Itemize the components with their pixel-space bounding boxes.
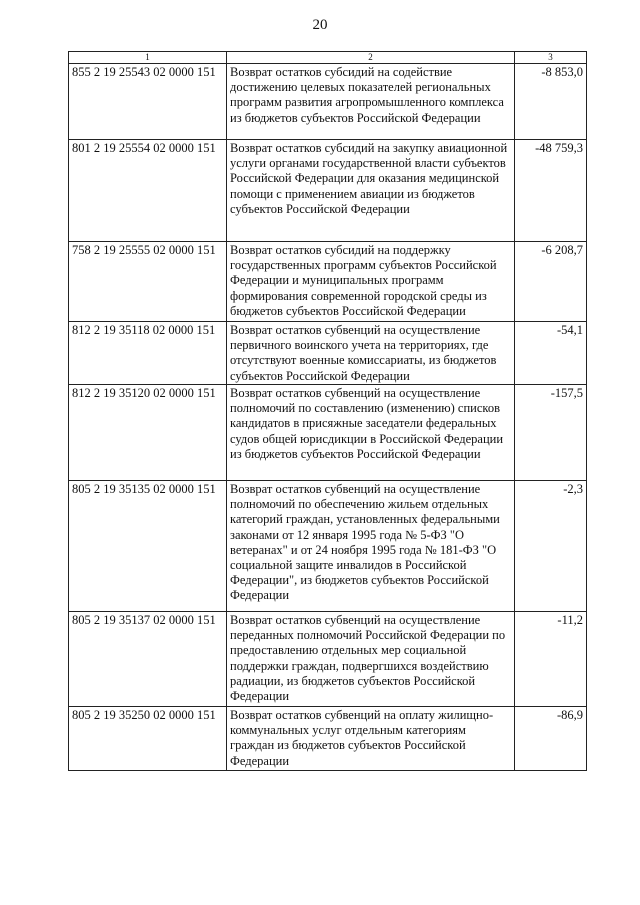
- table-row: [69, 140, 587, 242]
- amount-cell: -6 208,7: [515, 242, 587, 322]
- budget-code-cell: 805 2 19 35250 02 0000 151: [69, 707, 227, 771]
- amount-cell: -48 759,3: [515, 140, 587, 242]
- description-cell: Возврат остатков субсидий на поддержку государственных программ субъектов Российской Федерации и муниципальных программ формирования современной городской среды из бюджетов субъектов Российской Федерации: [227, 242, 515, 322]
- table-row: [69, 385, 587, 481]
- description-cell: Возврат остатков субвенций на осуществление полномочий по составлению (изменению) списков кандидатов в присяжные заседатели федеральных судов общей юрисдикции в Российской Федерации из бюджетов субъектов Российской Федерации: [227, 385, 515, 481]
- page-number: 20: [312, 17, 328, 33]
- table-row: [69, 707, 587, 771]
- table-header-row: [69, 52, 587, 64]
- amount-cell: -54,1: [515, 322, 587, 385]
- amount-cell: -8 853,0: [515, 64, 587, 140]
- description-cell: Возврат остатков субвенций на оплату жилищно-коммунальных услуг отдельным категориям граждан из бюджетов субъектов Российской Федерации: [227, 707, 515, 771]
- table-row: [69, 481, 587, 612]
- budget-code-cell: 758 2 19 25555 02 0000 151: [69, 242, 227, 322]
- column-header-code: 1: [69, 52, 227, 64]
- description-cell: Возврат остатков субвенций на осуществление первичного воинского учета на территориях, где отсутствуют военные комиссариаты, из бюджетов субъектов Российской Федерации: [227, 322, 515, 385]
- table-row: [69, 64, 587, 140]
- amount-cell: -2,3: [515, 481, 587, 612]
- description-cell: Возврат остатков субсидий на содействие достижению целевых показателей региональных программ развития агропромышленного комплекса из бюджетов субъектов Российской Федерации: [227, 64, 515, 140]
- amount-cell: -86,9: [515, 707, 587, 771]
- amount-cell: -11,2: [515, 612, 587, 707]
- budget-code-cell: 801 2 19 25554 02 0000 151: [69, 140, 227, 242]
- description-cell: Возврат остатков субсидий на закупку авиационной услуги органами государственной власти субъектов Российской Федерации для оказания медицинской помощи с применением авиации из бюджетов субъектов Российской Федерации: [227, 140, 515, 242]
- table-row: [69, 242, 587, 322]
- column-header-amount: 3: [515, 52, 587, 64]
- amount-cell: -157,5: [515, 385, 587, 481]
- table-row: [69, 612, 587, 707]
- table-row: [69, 322, 587, 385]
- budget-code-cell: 812 2 19 35118 02 0000 151: [69, 322, 227, 385]
- column-header-name: 2: [227, 52, 515, 64]
- budget-code-cell: 805 2 19 35135 02 0000 151: [69, 481, 227, 612]
- budget-code-cell: 855 2 19 25543 02 0000 151: [69, 64, 227, 140]
- budget-code-cell: 805 2 19 35137 02 0000 151: [69, 612, 227, 707]
- budget-code-cell: 812 2 19 35120 02 0000 151: [69, 385, 227, 481]
- description-cell: Возврат остатков субвенций на осуществление полномочий по обеспечению жильем отдельных категорий граждан, установленных федеральными законами от 12 января 1995 года № 5-ФЗ "О ветеранах" и от 24 ноября 1995 года № 181-ФЗ "О социальной защите инвалидов в Российской Федерации", из бюджетов субъектов Российской Федерации: [227, 481, 515, 612]
- budget-table: [68, 51, 587, 771]
- description-cell: Возврат остатков субвенций на осуществление переданных полномочий Российской Федерации по предоставлению отдельных мер социальной поддержки граждан, подвергшихся воздействию радиации, из бюджетов субъектов Российской Федерации: [227, 612, 515, 707]
